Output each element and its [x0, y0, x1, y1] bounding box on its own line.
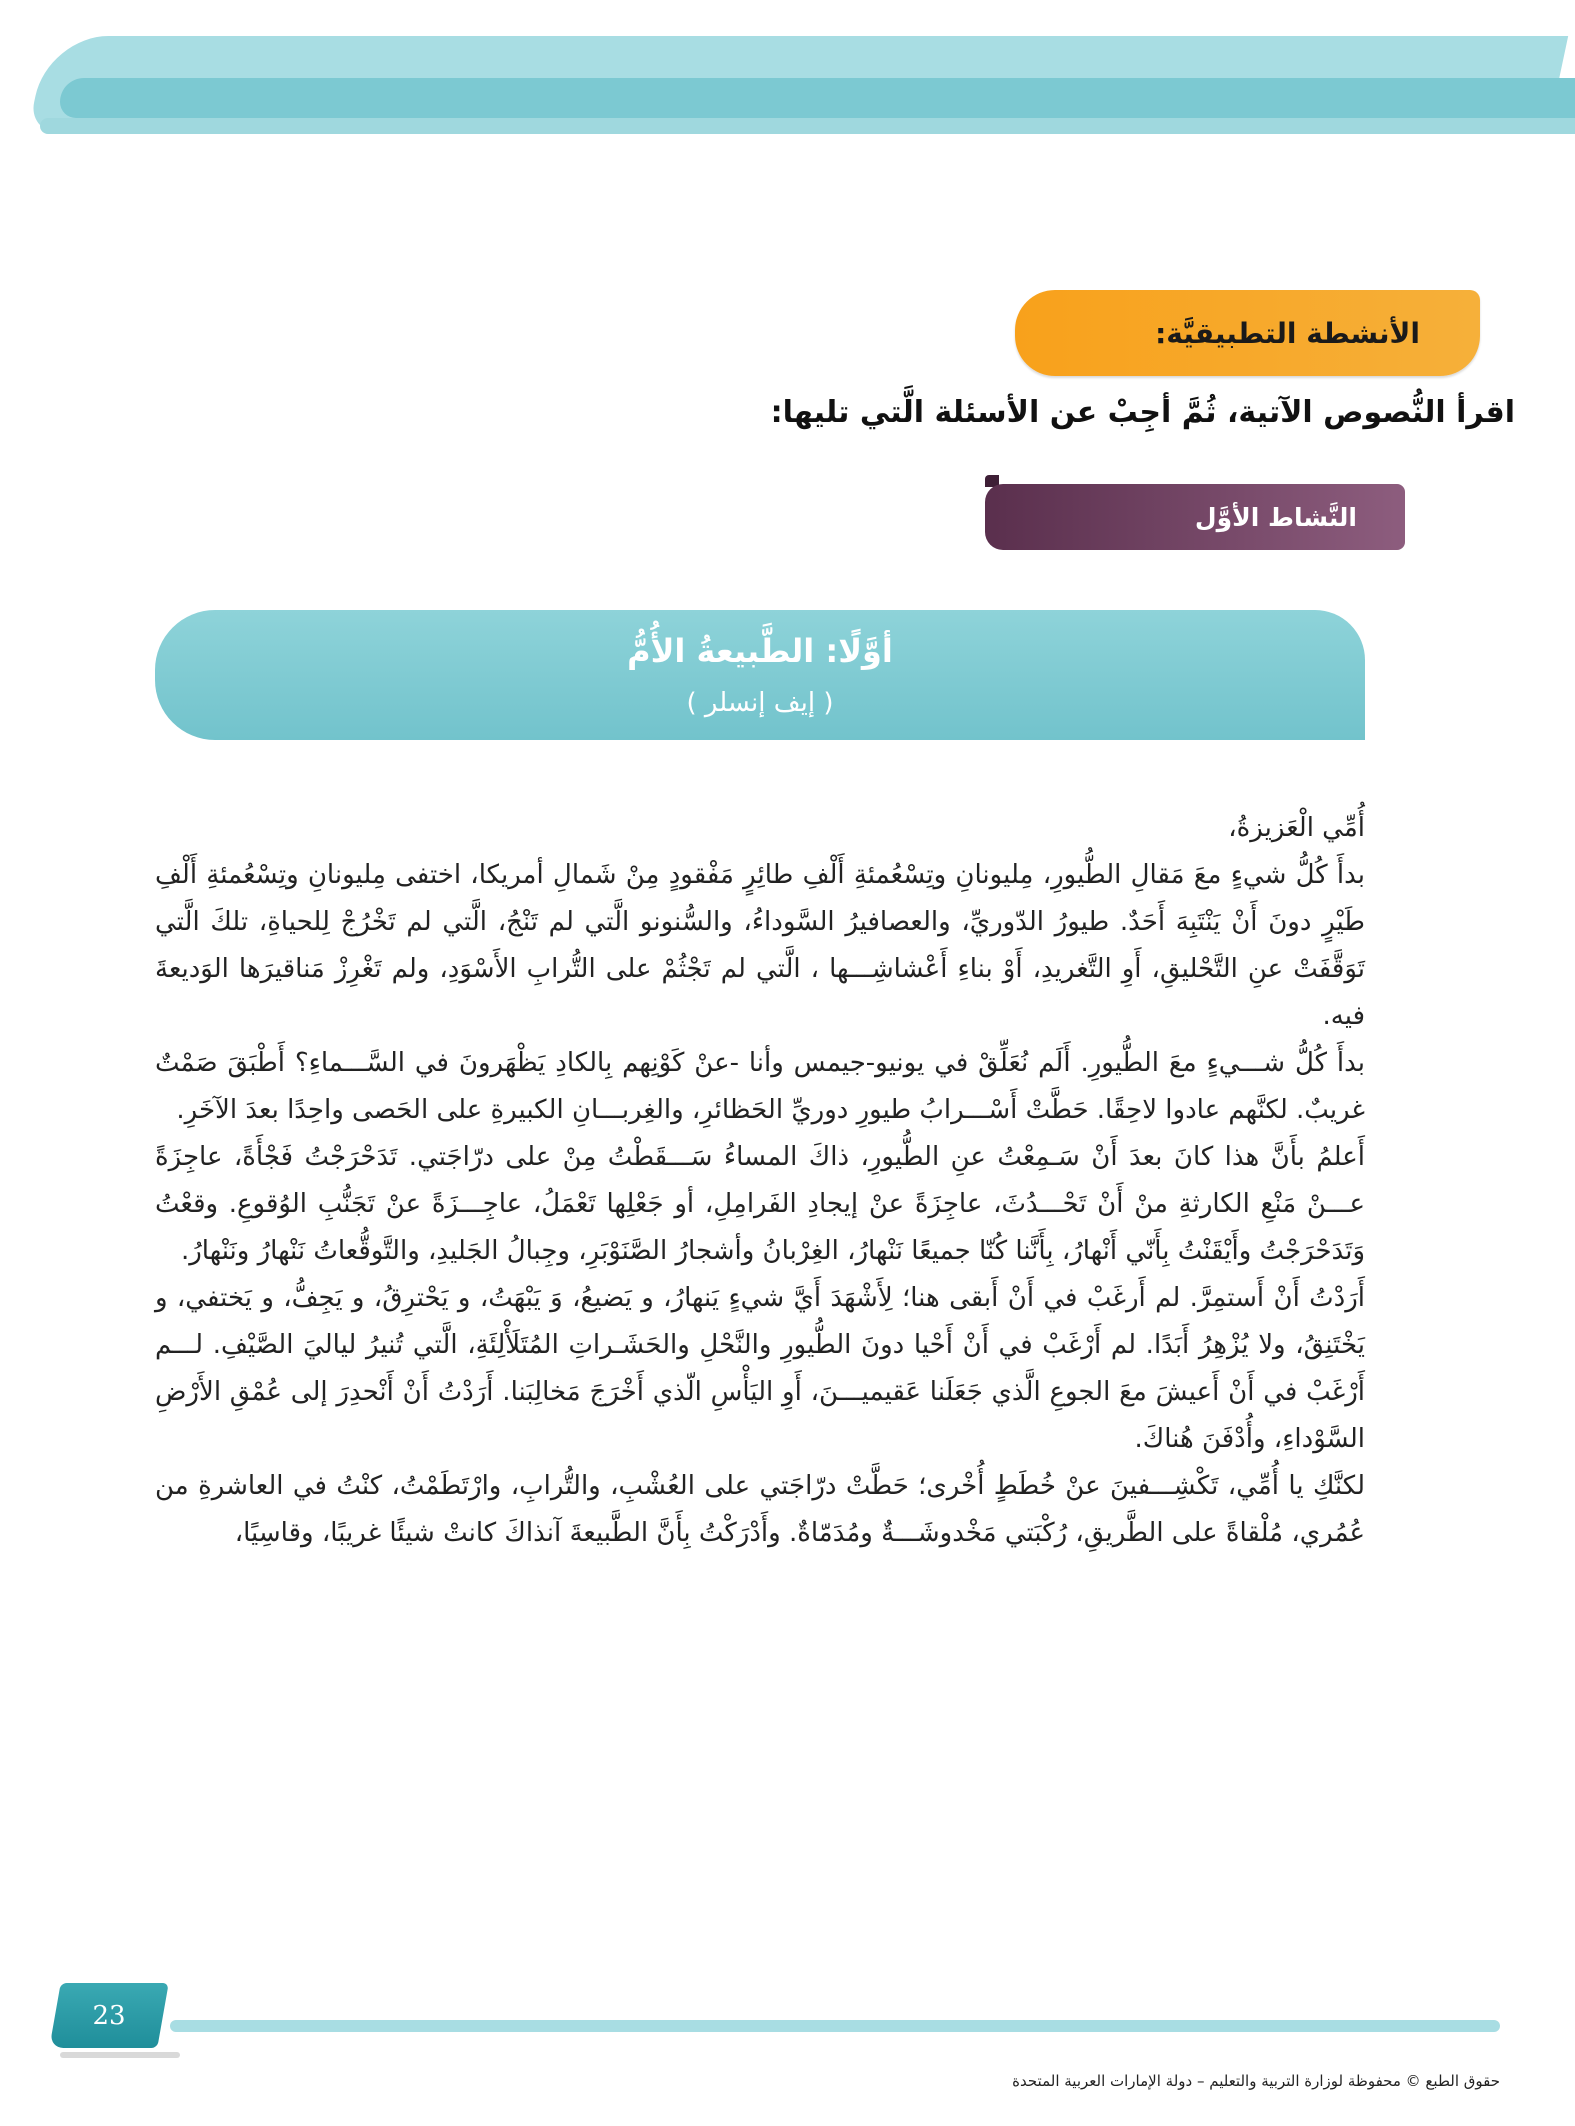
copyright-notice: حقوق الطبع © محفوظة لوزارة التربية والتعليم – دولة الإمارات العربية المتحدة [1012, 2072, 1500, 2090]
page-number: 23 [92, 2000, 126, 2031]
paragraph: أَرَدْتُ أَنْ أَستمِرَّ. لم أَرغَبْ في أَنْ أَبقى هنا؛ لِأَشْهَدَ أَيَّ شيءٍ يَنهارُ، و يَضيعُ، وَ يَبْهَتُ، و يَحْترِقُ، و يَجِفُّ، و يَختفي، و يَخْتَنِقُ، ولا يُزْهِرُ أَبَدًا. لم أَرْغَبْ في أَنْ أَحْيا دونَ الطُّيورِ والنَّحْلِ والحَشَـراتِ المُتَلَأْلِئَةِ، الَّتي تُنيرُ لياليَ الصَّيْفِ. لـــم أَرْغَبْ في أَنْ أَعيشَ معَ الجوعِ الَّذي جَعَلَنا عَقيميـــنَ، أَوِ اليَأْسِ الّذي أَخْرَجَ مَخالِبَنا. أَرَدْتُ أَنْ أَنْحدِرَ إلى عُمْقِ الأَرْضِ السَّوْداءِ، وأُدْفَنَ هُناكَ. [155, 1283, 1365, 1454]
article-body [155, 805, 1365, 1557]
article-author: ( إيف إنسلر ) [686, 688, 834, 718]
activity-label: النَّشاط الأوَّل [1194, 502, 1357, 532]
footer-line [170, 2020, 1500, 2032]
activity-tab [985, 484, 1405, 550]
paragraph: بدأَ كُلُّ شيءٍ معَ مَقالِ الطُّيورِ، مِليونانِ وتِسْعُمئةِ أَلْفِ طائِرٍ مَفْقودٍ مِنْ شَمالِ أمريكا، اختفى مِليونانِ وتِسْعُمئةِ أَلْفِ طَيْرٍ دونَ أَنْ يَنْتَبِهَ أَحَدٌ. طيورُ الدّوريِّ، والعصافيرُ السَّوداءُ، والسُّنونو الَّتي لم تَنْجُ، الَّتي لم تَخْرُجْ لِلحياةِ، تلكَ الَّتي تَوَقَّفَتْ عنِ التَّحْليقِ، أَوِ التَّغريدِ، أَوْ بناءِ أَعْشاشِـــها ، الَّتي لم تَجْثُمْ على التُّرابِ الأَسْوَدِ، ولم تَغْرِزْ مَناقيرَها الوَديعةَ فيه. [155, 860, 1365, 1031]
footer-shadow [60, 2052, 180, 2058]
section-tab [1015, 290, 1480, 376]
header-band-strip [40, 118, 1575, 134]
paragraph-greeting: أُمِّي الْعَزيزةُ، [1228, 813, 1365, 843]
section-label: الأنشطة التطبيقيَّة: [1155, 316, 1420, 350]
paragraph: لكنَّكِ يا أُمِّي، تَكْشِـــفينَ عنْ خُطَطٍ أُخْرى؛ حَطَّتْ درّاجَتي على العُشْبِ، والتُّرابِ، وارْتَطَمْتُ، كنْتُ في العاشرةِ من عُمُري، مُلْقاةً على الطَّريقِ، رُكْبَتي مَخْدوشَـــةٌ ومُدَمّاةٌ. وأَدْرَكْتُ بِأَنَّ الطَّبيعةَ آنذاكَ كانتْ شيئًا غريبًا، وقاسِيًا، [155, 1471, 1365, 1548]
header-band-front [60, 78, 1575, 118]
title-card [155, 610, 1365, 740]
paragraph: بدأَ كُلُّ شـــيءٍ معَ الطُّيورِ. أَلَم نُعَلِّقْ في يونيو-جيمس وأنا -عنْ كَوْنِهم بِالكادِ يَظْهَرونَ في السَّـــماءِ؟ أَطْبَقَ صَمْتٌ غريبٌ. لكنَّهم عادوا لاحِقًا. حَطَّتْ أَسْـــرابُ طيورِ دوريِّ الحَظائرِ، والغِربـــانِ الكبيرةِ على الحَصى واحِدًا بعدَ الآخَرِ. [155, 1048, 1365, 1125]
article-title: أوَّلًا: الطَّبيعةُ الأُمُّ [627, 632, 893, 670]
paragraph: أَعلمُ بأَنَّ هذا كانَ بعدَ أَنْ سَـمِعْتُ عنِ الطُّيورِ، ذاكَ المساءُ سَـــقَطْتُ مِنْ على درّاجَتي. تَدَحْرَجْتُ فَجْأَةً، عاجِزَةً عـــنْ مَنْعِ الكارثةِ منْ أَنْ تَحْـــدُثَ، عاجِزَةً عنْ إيجادِ الفَرامِلِ، أو جَعْلِها تَعْمَلُ، عاجِـــزَةً عنْ تَجَنُّبِ الوُقوعِ. وقعْتُ وَتَدَحْرَجْتُ وأَيْقَنْتُ بِأَنّي أَنْهارُ، بِأَنَّنا كُنّا جميعًا نَنْهارُ، الغِرْبانُ وأشجارُ الصَّنَوْبَرِ، وجِبالُ الجَليدِ، والتَّوقُّعاتُ نَنْهارُ ونَنْهارُ. [155, 1142, 1365, 1266]
instruction-text: اقرأ النُّصوص الآتية، ثُمَّ أجِبْ عن الأسئلة الَّتي تليها: [770, 395, 1515, 430]
